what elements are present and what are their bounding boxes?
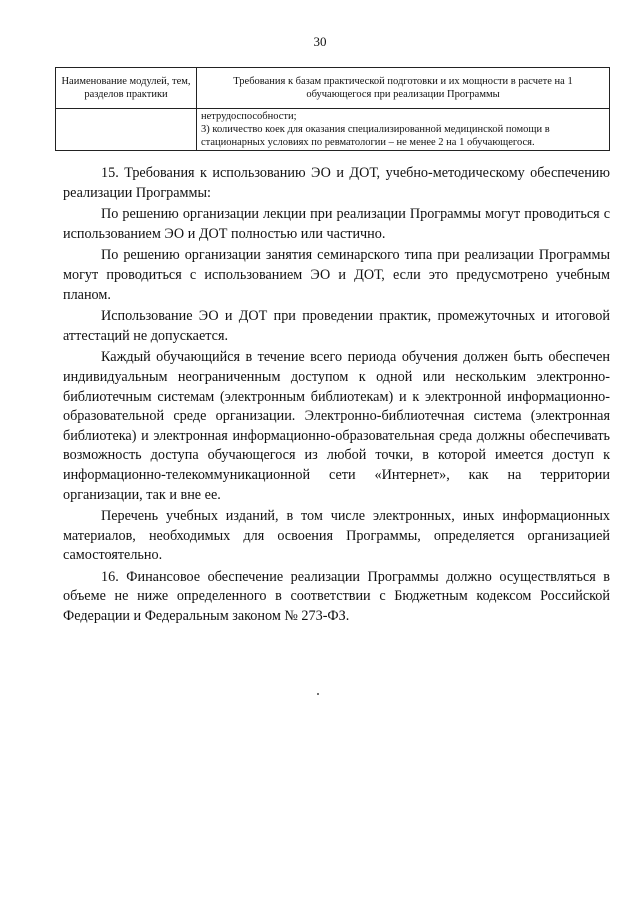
paragraph-practice-restriction: Использование ЭО и ДОТ при проведении практик, промежуточных и итоговой аттестаций не допускается. xyxy=(63,308,610,344)
scan-speck xyxy=(317,693,319,695)
paragraph-lectures: По решению организации лекции при реализации Программы могут проводиться с использованием ЭО и ДОТ полностью или частично. xyxy=(63,206,610,242)
table-header-requirements: Требования к базам практической подготовки и их мощности в расчете на 1 обучающегося при реализации Программы xyxy=(197,68,610,109)
document-body xyxy=(63,164,610,629)
table-header-row xyxy=(56,68,610,109)
table-row xyxy=(56,109,610,151)
requirements-table xyxy=(55,67,610,151)
paragraph-16-financing: 16. Финансовое обеспечение реализации Программы должно осуществляться в объеме не ниже определенного в соответствии с Бюджетным кодексом Российской Федерации и Федеральным законом № 273-ФЗ. xyxy=(63,568,610,625)
paragraph-library-access: Каждый обучающийся в течение всего периода обучения должен быть обеспечен индивидуальным неограниченным доступом к одной или нескольким электронно-библиотечным системам (электронным библиотекам) и к электронной информационно-образовательной среде организации. Электронно-библиотечная система (электронная библиотека) и электронная информационно-образовательная среда должны обеспечивать возможность доступа обучающегося из любой точки, в которой имеется доступ к информационно-телекоммуникационной сети «Интернет», как на территории организации, так и вне ее. xyxy=(63,349,610,503)
paragraph-seminars: По решению организации занятия семинарского типа при реализации Программы могут проводиться с использованием ЭО и ДОТ, если это предусмотрено учебным планом. xyxy=(63,247,610,303)
requirement-line: нетрудоспособности; xyxy=(201,111,297,122)
paragraph-15-heading: 15. Требования к использованию ЭО и ДОТ, учебно-методическому обеспечению реализации Программы: xyxy=(63,165,610,201)
page-number: 30 xyxy=(313,34,327,49)
requirement-line: 3) количество коек для оказания специализированной медицинской помощи в стационарных условиях по ревматологии – не менее 2 на 1 обучающегося. xyxy=(201,124,550,148)
table-cell-module xyxy=(56,109,197,151)
table-cell-requirements xyxy=(197,109,610,151)
paragraph-publications-list: Перечень учебных изданий, в том числе электронных, иных информационных материалов, необходимых для освоения Программы, определяется организацией самостоятельно. xyxy=(63,508,610,564)
table-header-modules: Наименование модулей, тем, разделов практики xyxy=(56,68,197,109)
